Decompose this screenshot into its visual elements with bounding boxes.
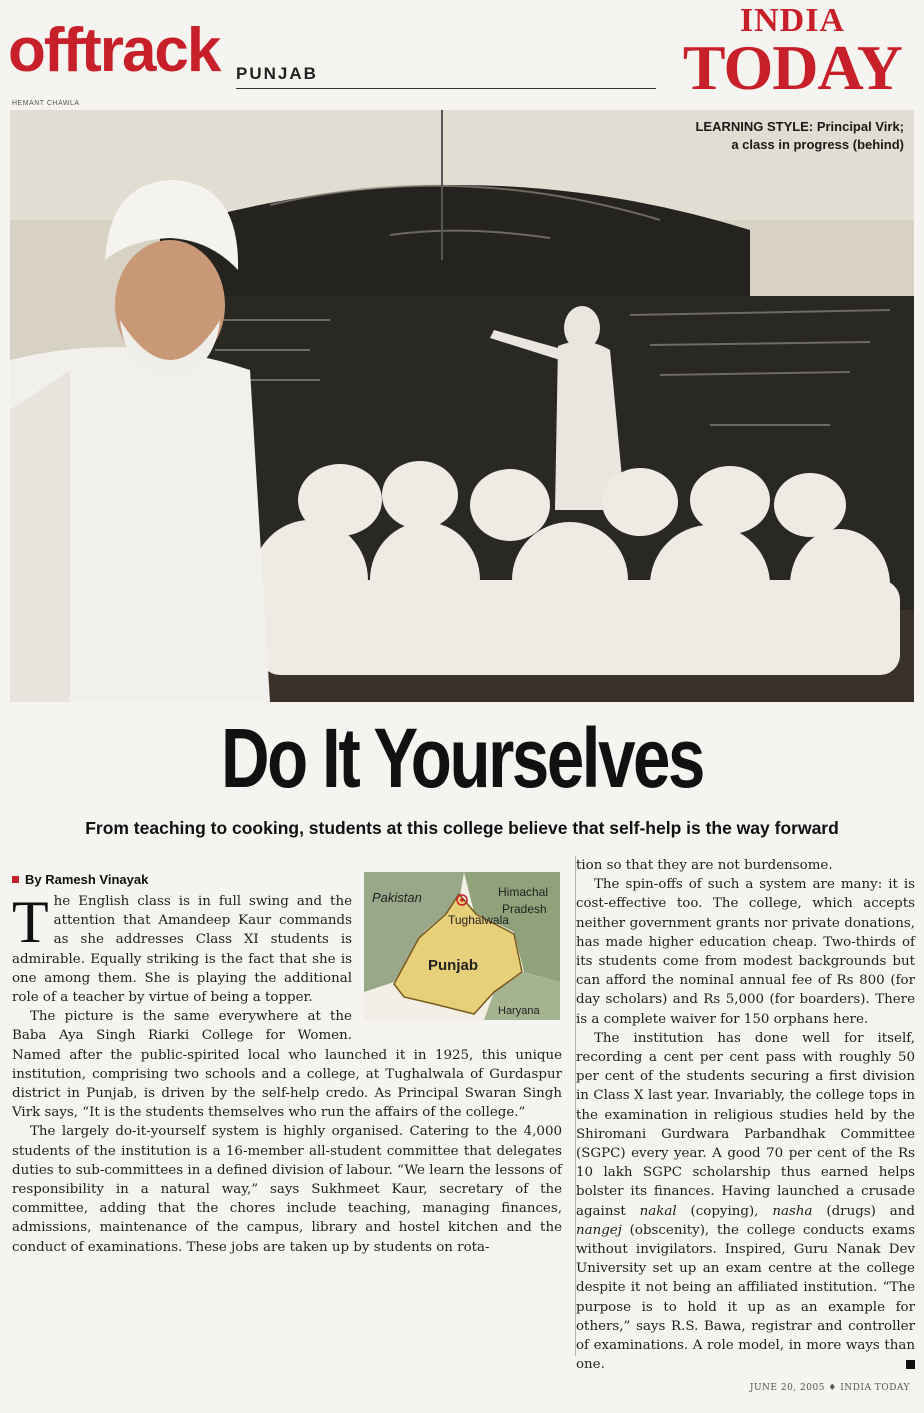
paragraph-6-part-d: (obscenity), the college conducts exams without invigilators. Inspired, Guru Nanak Dev University set up an exam centre at the college despite it not being an affiliated institution. “The purpose is to hold it up as an example for others,” says R.S. Bawa, registrar and controller of examinations. A role model, in more ways than one. [576, 1222, 915, 1373]
footer-date: JUNE 20, 2005 [749, 1383, 825, 1393]
caption-text1: Principal Virk; [816, 119, 904, 134]
footer-magazine: INDIA TODAY [840, 1383, 910, 1393]
term-nakal: nakal [639, 1203, 677, 1219]
footer-bullet: ♦ [828, 1383, 837, 1393]
caption-text2: a class in progress (behind) [731, 136, 904, 152]
paragraph-6-part-a: The institution has done well for itself, recording a cent per cent pass with roughly 50 per cent of the students securing a first division in Class X last year. Invariably, the college tops in the examination in religious studies held by the Shiromani Gurdwara Parbandhak Committee (SGPC) every year. A good 70 per cent of the Rs 10 lakh SGPC scholarship thus earned helps bolster its finances. Having launched a crusade against [576, 1030, 915, 1219]
caption-label: LEARNING STYLE: [695, 119, 814, 134]
dek: From teaching to cooking, students at this college believe that self-help is the way forward [85, 818, 839, 838]
photo-credit: HEMANT CHAWLA [12, 100, 80, 107]
paragraph-4: tion so that they are not burdensome. [576, 858, 833, 873]
term-nasha: nasha [772, 1203, 813, 1219]
masthead [0, 0, 924, 115]
map-wrap-spacer [352, 892, 562, 1042]
paragraph-2: The picture is the same everywhere at the Baba Aya Singh Riarki College for Women. Named after the public-spirited local who launched it in 1925, this unique institution, comprising two schools and a college, at Tughalwala of Gurdaspur district in Punjab, is driven by the self-help credo. As Principal Swaran Singh Virk says, “It is the students themselves who run the affairs of the college.” [12, 1009, 562, 1121]
dropcap: T [12, 889, 49, 955]
india-today-logo [682, 2, 902, 103]
article-column-2 [575, 856, 915, 1373]
headline: Do It Yourselves [221, 711, 703, 805]
byline-text: By Ramesh Vinayak [25, 872, 149, 887]
map-label-himachal2: Pradesh [502, 902, 547, 916]
classroom-illustration [10, 110, 914, 702]
classroom-photo [10, 110, 914, 702]
byline-square [12, 876, 19, 883]
term-nangej: nangej [576, 1222, 622, 1238]
page-footer [750, 1383, 910, 1393]
masthead-rule [236, 88, 656, 89]
map-label-haryana: Haryana [498, 1005, 540, 1017]
brand-line2: TODAY [682, 32, 902, 103]
map-label-himachal1: Himachal [498, 885, 549, 899]
photo-caption [695, 118, 904, 153]
paragraph-1-text: he English class is in full swing and the attention that Amandeep Kaur commands as she addresses Class XI students is admirable. Equally striking is the fact that she is one among them. She is playing the additional role of a teacher by virtue of being a topper. [12, 894, 352, 1006]
map-label-tughalwala: Tughalwala [448, 913, 509, 927]
article-column-1 [12, 889, 562, 1362]
brand-line1: INDIA [739, 2, 846, 39]
paragraph-6 [576, 1029, 915, 1375]
map-label-punjab: Punjab [428, 957, 479, 974]
section-logo: offtrack [8, 16, 220, 85]
byline [12, 872, 148, 887]
map-label-pakistan: Pakistan [372, 890, 422, 905]
paragraph-6-part-c: (drugs) and [812, 1203, 915, 1219]
paragraph-3: The largely do-it-yourself system is highly organised. Catering to the 4,000 students of the institution is a 16-member all-student committee that delegates duties to sub-committees in a defined division of labour. “We learn the lessons of responsibility in a natural way,” says Sukhmeet Kaur, secretary of the committee, adding that the chores include teaching, managing finances, admissions, maintenance of the campus, library and hostel kitchen and the conduct of examinations. These jobs are taken up by students on rota- [12, 1124, 562, 1255]
end-mark [906, 1360, 915, 1369]
paragraph-5: The spin-offs of such a system are many: it is cost-effective too. The college, which accepts neither government grants nor private donations, has made higher education cheap. Two-thirds of its students come from modest backgrounds but can afford the nominal annual fee of Rs 800 (for day scholars) and Rs 5,000 (for boarders). There is a complete waiver for 150 orphans here. [576, 877, 915, 1027]
section-label: PUNJAB [236, 64, 318, 83]
paragraph-6-part-b: (copying), [676, 1203, 773, 1219]
